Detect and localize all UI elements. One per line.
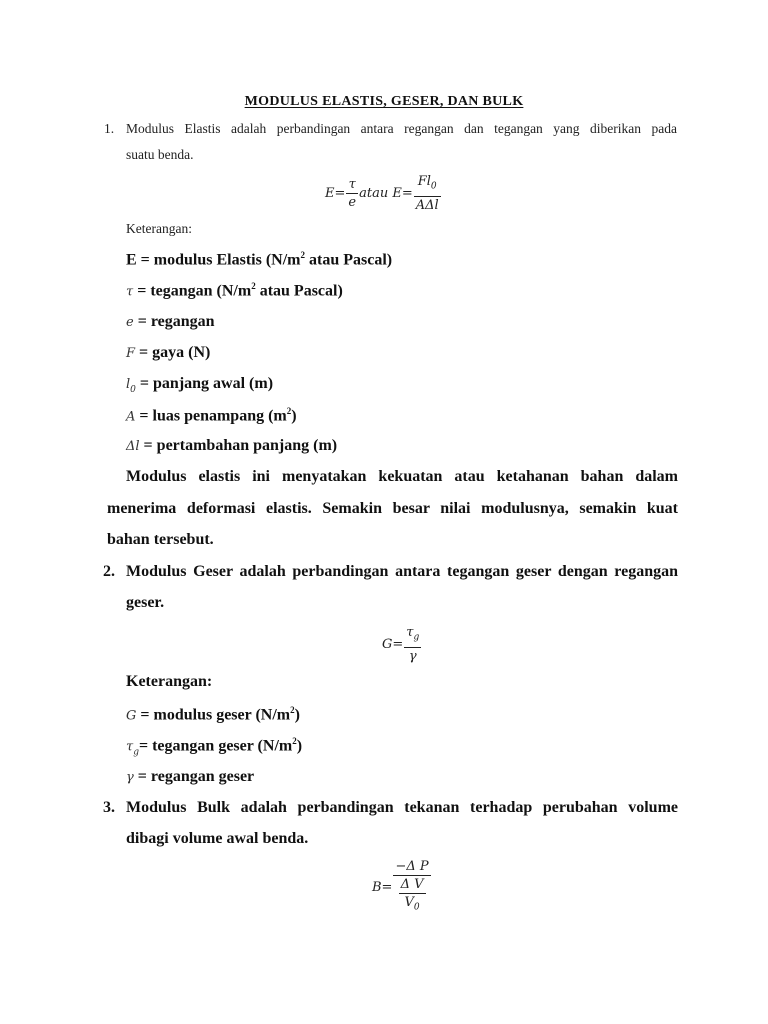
fraction-numerator [404, 624, 421, 648]
paragraph-1-line-3: bahan tersebut. [107, 531, 214, 548]
fraction-bulk [393, 858, 430, 917]
num-sub: g [413, 632, 420, 643]
section-3-number: 3. [103, 799, 115, 816]
fraction-numerator: −Δ P [395, 859, 429, 874]
page-title: MODULUS ELASTIS, GESER, DAN BULK [244, 94, 524, 109]
item-text: = panjang awal (m) [135, 375, 274, 392]
item-tail: atau Pascal) [304, 251, 393, 269]
section-3-line-1: Modulus Bulk adalah perbandingan tekanan terhadap perubahan volume [126, 799, 678, 816]
ket1-item-a [126, 406, 297, 425]
item-sub: 0 [130, 385, 136, 396]
ket1-item-delta-l [126, 437, 337, 455]
num2-text: Fl [417, 174, 431, 189]
nested-denominator [399, 894, 426, 917]
formula-g-lhs: G= [382, 636, 404, 652]
fraction-taug-over-gamma [404, 624, 421, 665]
ket2-item-gamma [126, 768, 254, 786]
formula-e-lhs: E [325, 185, 335, 201]
item-text: = pertambahan panjang (m) [139, 437, 338, 454]
item-sup: 2 [300, 250, 305, 260]
section-2-line-2: geser. [126, 594, 165, 611]
item-sup: 2 [292, 736, 297, 746]
ket2-item-g [126, 705, 300, 724]
item-text: = regangan geser [133, 768, 255, 785]
item-text: = tegangan geser (N/m [138, 737, 293, 755]
item-symbol: τ [126, 739, 134, 755]
item-text: = gaya (N) [135, 344, 211, 361]
section-1-line-1: Modulus Elastis adalah perbandingan antara regangan dan tegangan yang diberikan pada [126, 121, 677, 136]
item-symbol: Δl [126, 439, 140, 454]
item-tail: atau Pascal) [255, 282, 343, 300]
fraction-denominator [393, 876, 430, 917]
item-symbol: A [126, 409, 136, 425]
item-symbol: F [126, 346, 136, 361]
nested-fraction [399, 876, 426, 917]
item-text: = regangan [133, 313, 215, 330]
ket1-item-e-regangan [126, 313, 215, 331]
fraction-denominator: γ [408, 648, 417, 664]
num2-sub: 0 [430, 181, 437, 192]
formula-mid: atau E= [359, 185, 413, 201]
formula-modulus-geser [382, 624, 422, 665]
item-text: = luas penampang (m [135, 407, 287, 425]
section-2-number: 2. [103, 563, 115, 580]
ket1-item-l0 [126, 375, 273, 395]
den-den-sub: 0 [413, 902, 420, 913]
formula-eq: = [334, 185, 346, 201]
formula-modulus-elastis [325, 173, 442, 214]
ket1-item-f [126, 344, 210, 362]
num-text: τ [406, 625, 414, 640]
section-1-line-2: suatu benda. [126, 147, 194, 162]
item-symbol: l [126, 377, 131, 392]
item-sup: 2 [290, 705, 295, 715]
item-symbol: e [126, 315, 134, 330]
item-sup: 2 [286, 406, 292, 416]
fraction-denominator: e [348, 194, 357, 210]
item-sub: g [133, 747, 139, 758]
item-text: = tegangan (N/m [133, 282, 252, 300]
formula-b-lhs: B= [372, 879, 393, 895]
ket2-item-taug [126, 736, 302, 758]
item-symbol: γ [126, 770, 134, 785]
item-symbol: G [126, 708, 137, 724]
nested-numerator: Δ V [400, 877, 424, 892]
item-tail: ) [296, 737, 303, 755]
fraction-tau-over-e [346, 176, 358, 211]
item-tail: ) [294, 706, 300, 724]
formula-modulus-bulk [372, 858, 432, 917]
item-symbol: τ [126, 284, 134, 300]
paragraph-1-line-2: menerima deformasi elastis. Semakin besar nilai modulusnya, semakin kuat [107, 500, 678, 517]
keterangan-2: Keterangan: [126, 673, 213, 690]
section-3-line-2: dibagi volume awal benda. [126, 830, 309, 847]
ket1-item-e [126, 250, 392, 269]
item-tail: ) [291, 407, 297, 425]
fraction-denominator-2: AΔl [415, 197, 439, 213]
item-text: E = modulus Elastis (N/m [126, 251, 301, 269]
item-text: = modulus geser (N/m [136, 706, 291, 724]
paragraph-1-line-1: Modulus elastis ini menyatakan kekuatan atau ketahanan bahan dalam [126, 468, 678, 485]
fraction-numerator-2 [414, 173, 441, 197]
ket1-item-tau [126, 281, 343, 300]
fraction-fl0-over-adl [414, 173, 441, 214]
fraction-numerator: τ [346, 176, 358, 194]
den-den-text: V [404, 895, 414, 910]
section-2-line-1: Modulus Geser adalah perbandingan antara tegangan geser dengan regangan [126, 563, 678, 580]
item-sup: 2 [251, 281, 256, 291]
keterangan-1: Keterangan: [126, 221, 192, 236]
section-1-number: 1. [104, 121, 115, 136]
